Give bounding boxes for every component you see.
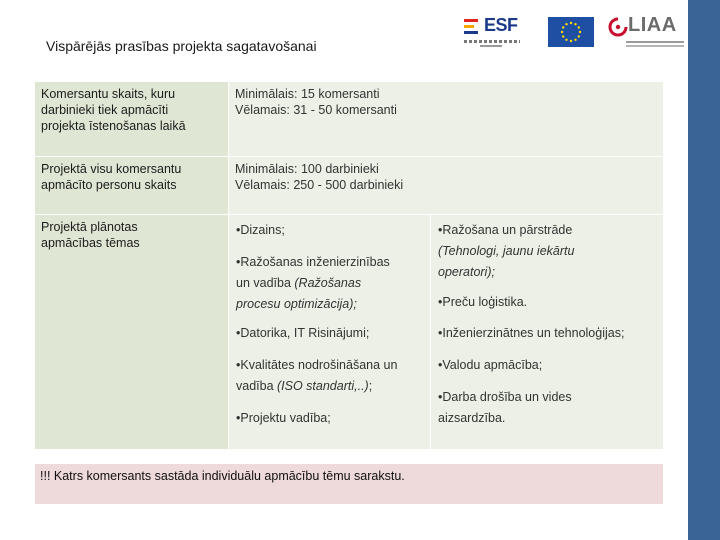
topic-item: •Ražošanas inženierzinības un vadība (Ražošanas procesu optimizācija);: [236, 255, 390, 311]
topic-detail: operatori);: [438, 265, 495, 279]
topic-item: •Projektu vadība;: [236, 411, 331, 425]
topic-item: •Darba drošība un vides aizsardzība.: [438, 390, 572, 425]
esf-logo: [462, 14, 522, 48]
row-label-training-topics: Projektā plānotas apmācības tēmas: [35, 215, 228, 449]
esf-mark-icon: [462, 16, 484, 38]
accent-bar: [688, 0, 720, 540]
topic-item: •Inženierzinātnes un tehnoloģijas;: [438, 326, 625, 340]
row-label-companies-count: Komersantu skaits, kuru darbinieki tiek apmācīti projekta īstenošanas laikā: [35, 82, 228, 156]
liaa-wordmark: LIAA: [628, 14, 677, 36]
topic-item: •Kvalitātes nodrošināšana un vadība (ISO standarti,..);: [236, 358, 398, 393]
topic-detail: (Tehnologi, jaunu iekārtu: [438, 244, 575, 258]
liaa-caption-lines: [626, 41, 684, 43]
topic-detail: procesu optimizācija);: [236, 297, 357, 311]
topic-item: •Valodu apmācība;: [438, 358, 543, 372]
topic-detail: (ISO standarti,..): [277, 379, 369, 393]
esf-wordmark: ESF: [484, 15, 518, 35]
eu-flag-icon: [548, 17, 594, 47]
row-value-trainees-count: Minimālais: 100 darbinieki Vēlamais: 250 - 500 darbinieki: [229, 157, 663, 214]
liaa-mark-icon: [608, 17, 628, 37]
topic-item: •Datorika, IT Risinājumi;: [236, 326, 370, 340]
topic-detail: (Ražošanas: [294, 276, 362, 290]
topic-item: •Preču loģistika.: [438, 295, 528, 309]
esf-caption-line: [464, 40, 520, 43]
liaa-logo: [606, 14, 684, 50]
page-title: Vispārējās prasības projekta sagatavošanai: [46, 38, 317, 54]
topic-item: •Ražošana un pārstrāde (Tehnologi, jaunu iekārtu operatori);: [438, 223, 575, 279]
row-value-companies-count: Minimālais: 15 komersanti Vēlamais: 31 - 50 komersanti: [229, 82, 663, 156]
esf-caption-line-2: [480, 45, 502, 47]
topic-item: •Dizains;: [236, 223, 285, 237]
note-banner: !!! Katrs komersants sastāda individuālu apmācību tēmu sarakstu.: [35, 464, 663, 504]
row-label-trainees-count: Projektā visu komersantu apmācīto personu skaits: [35, 157, 228, 214]
